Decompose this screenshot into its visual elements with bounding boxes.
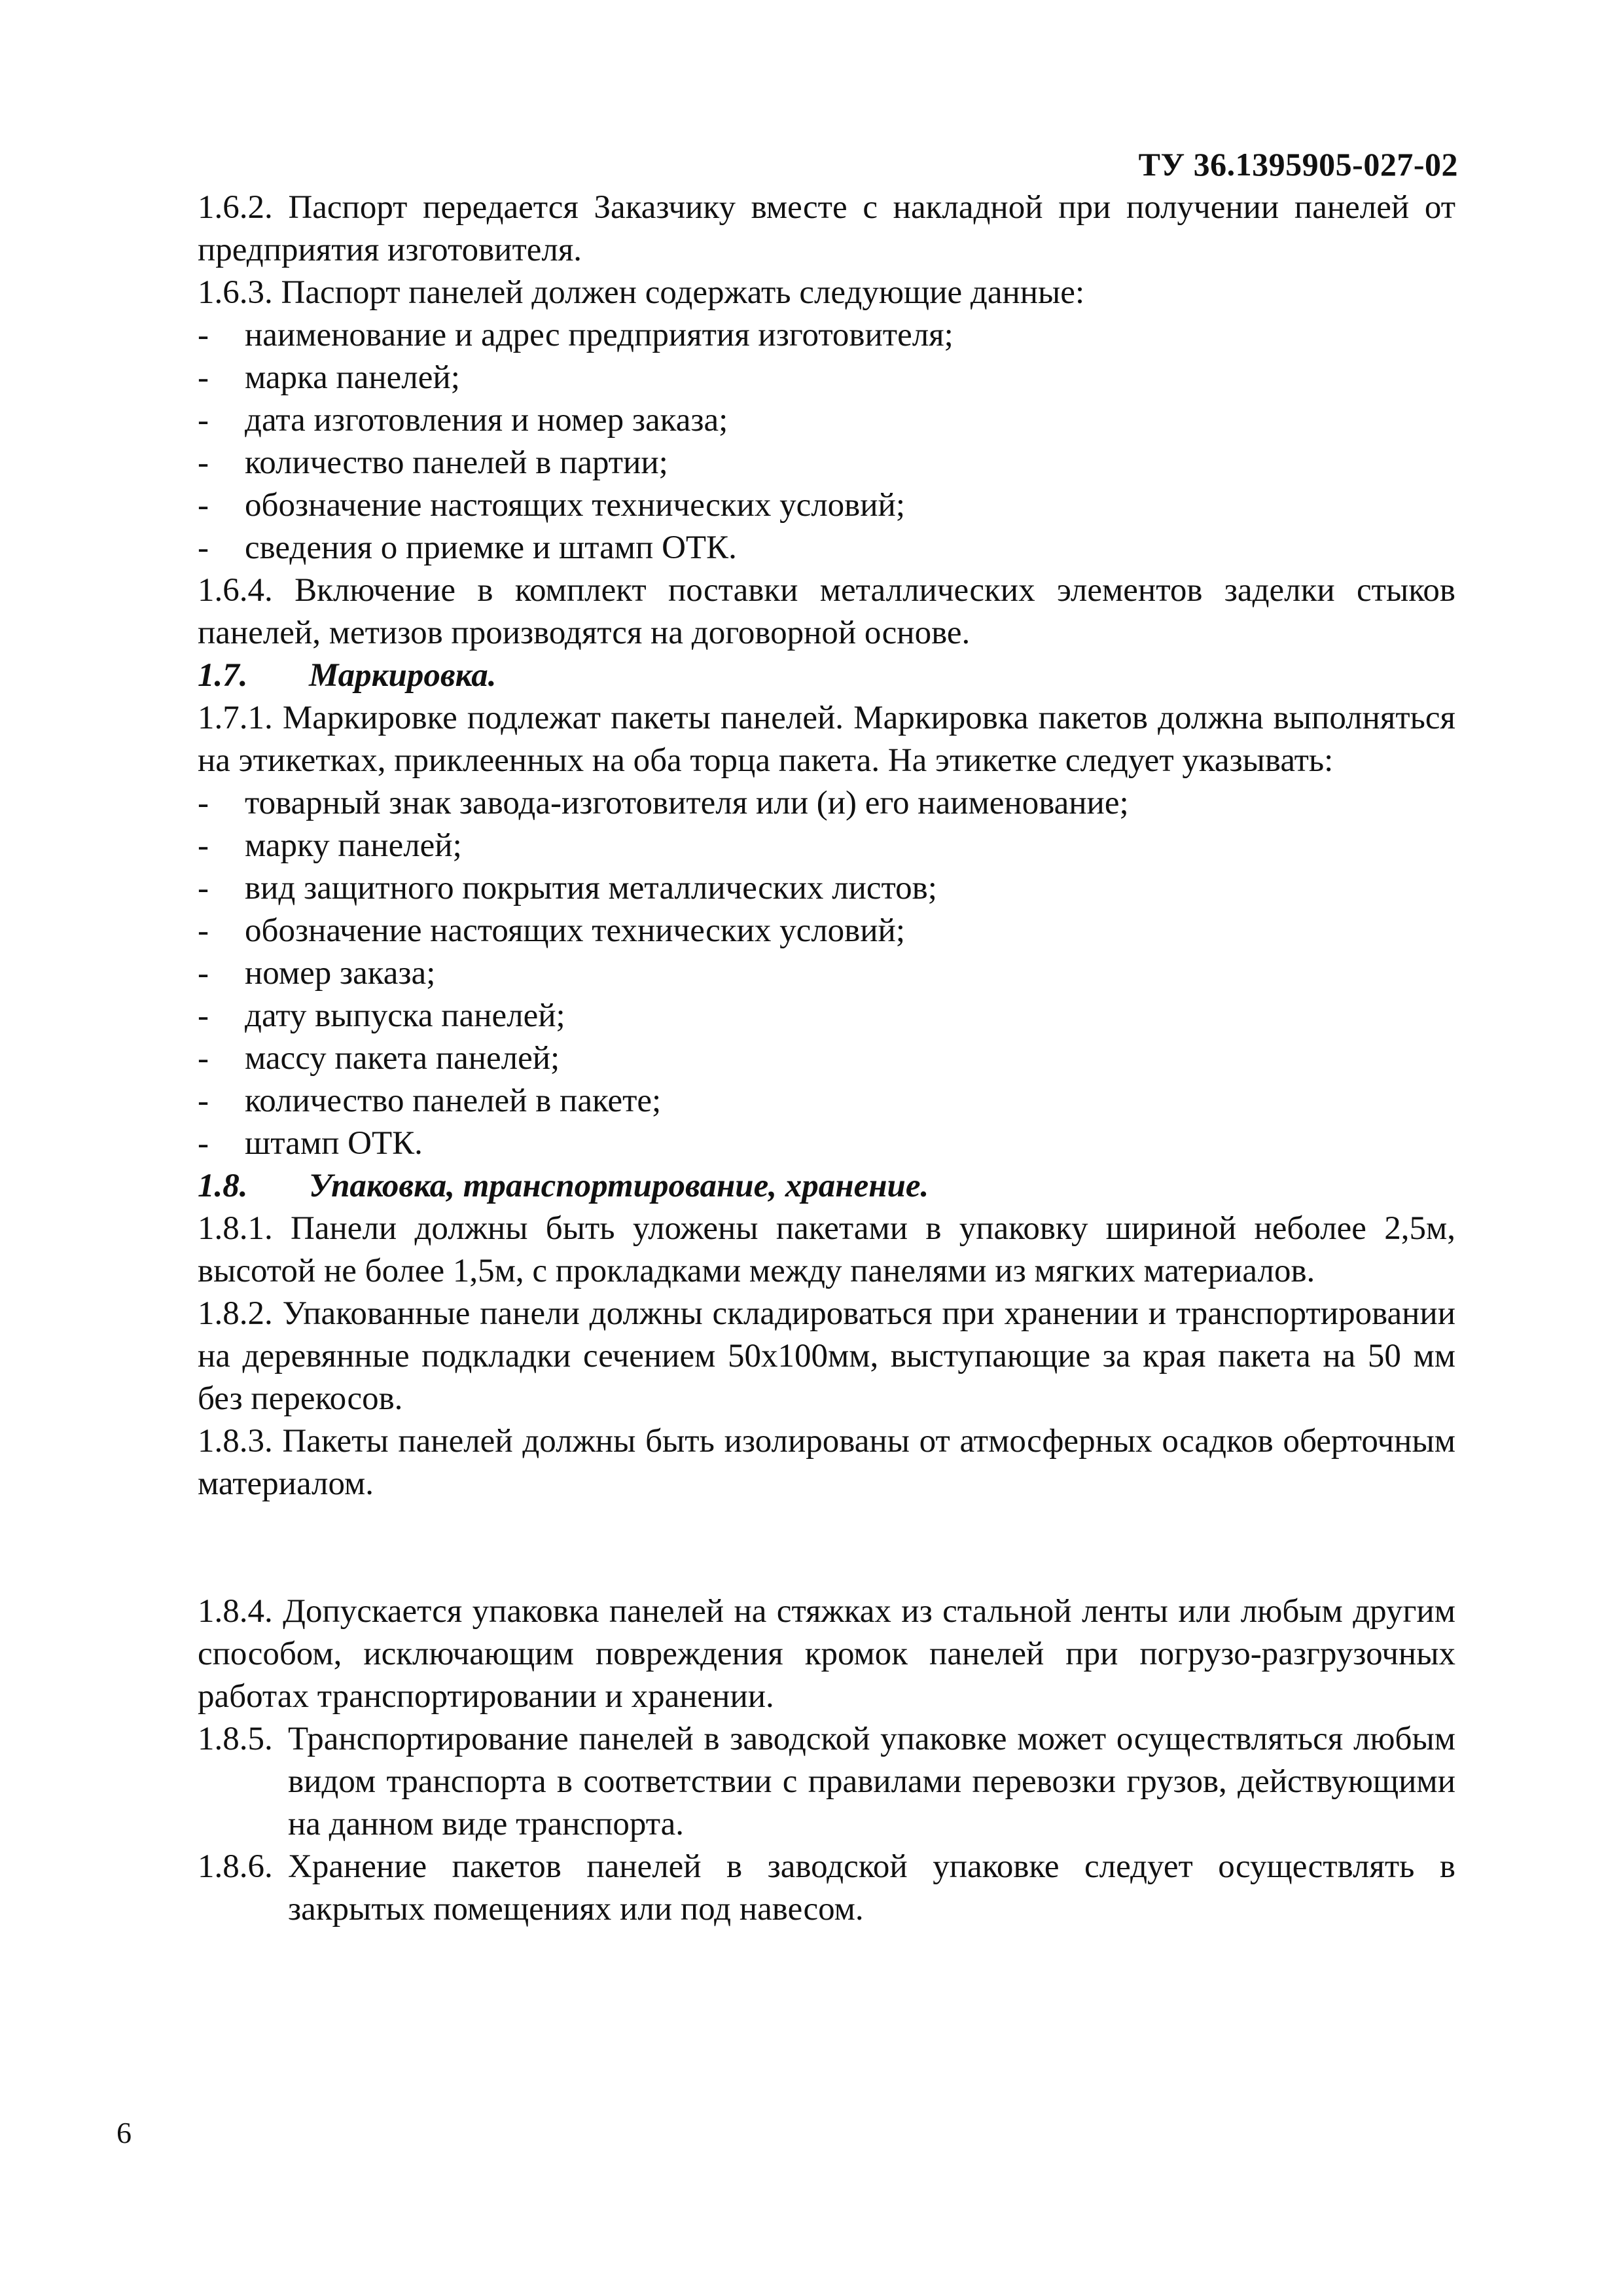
paragraph-number: 1.8.5. <box>198 1721 273 1757</box>
paragraph-1-6-4: 1.6.4. Включение в комплект поставки металлических элементов заделки стыков панелей, метизов производятся на договорной основе. <box>198 572 1455 651</box>
list-item: - массу пакета панелей; <box>198 1040 560 1077</box>
list-item: - дату выпуска панелей; <box>198 997 565 1034</box>
paragraph-1-8-4: 1.8.4. Допускается упаковка панелей на стяжках из стальной ленты или любым другим способом, исключающим повреждения кромок панелей при погрузо-разгрузочных работах транспортировании и хранении. <box>198 1593 1455 1715</box>
paragraph-number: 1.8.6. <box>198 1848 273 1885</box>
paragraph-1-6-2: 1.6.2. Паспорт передается Заказчику вместе с накладной при получении панелей от предприятия изготовителя. <box>198 189 1455 268</box>
paragraph-text: Транспортирование панелей в заводской упаковке может осуществляться любым видом транспорта в соответствии с правилами перевозки грузов, действующими на данном виде транспорта. <box>288 1721 1455 1842</box>
passport-data-list <box>198 314 1455 569</box>
paragraph-1-8-1: 1.8.1. Панели должны быть уложены пакетами в упаковку шириной неболее 2,5м, высотой не более 1,5м, с прокладками между панелями из мягких материалов. <box>198 1210 1455 1289</box>
paragraph-1-8-2: 1.8.2. Упакованные панели должны складироваться при хранении и транспортировании на деревянные подкладки сечением 50х100мм, выступающие за края пакета на 50 мм без перекосов. <box>198 1295 1455 1417</box>
section-title: Упаковка, транспортирование, хранение. <box>309 1168 929 1204</box>
section-number: 1.8. <box>198 1168 248 1204</box>
paragraph-1-8-6 <box>198 1846 1455 1931</box>
section-heading-marking <box>198 655 1455 697</box>
paragraph-1-8-3: 1.8.3. Пакеты панелей должны быть изолированы от атмосферных осадков оберточным материалом. <box>198 1423 1455 1502</box>
list-item: - количество панелей в пакете; <box>198 1083 662 1119</box>
document-code-header: ТУ 36.1395905-027-02 <box>1138 146 1458 183</box>
list-item: - марку панелей; <box>198 827 462 864</box>
section-title: Маркировка. <box>309 657 497 694</box>
list-item: - товарный знак завода-изготовителя или (и) его наименование; <box>198 785 1129 821</box>
blank-spacer <box>198 1505 1455 1590</box>
paragraph-1-6-3: 1.6.3. Паспорт панелей должен содержать следующие данные: <box>198 274 1085 311</box>
list-item: - марка панелей; <box>198 359 460 396</box>
list-item: - штамп ОТК. <box>198 1125 423 1162</box>
label-contents-list <box>198 782 1455 1165</box>
section-heading-packaging <box>198 1165 1455 1208</box>
list-item: - сведения о приемке и штамп ОТК. <box>198 529 737 566</box>
paragraph-1-7-1: 1.7.1. Маркировке подлежат пакеты панелей. Маркировка пакетов должна выполняться на этикетках, приклеенных на оба торца пакета. На этикетке следует указывать: <box>198 700 1455 779</box>
list-item: - количество панелей в партии; <box>198 444 668 481</box>
list-item: - обозначение настоящих технических условий; <box>198 912 905 949</box>
paragraph-text: Хранение пакетов панелей в заводской упаковке следует осуществлять в закрытых помещениях или под навесом. <box>288 1848 1455 1928</box>
list-item: - обозначение настоящих технических условий; <box>198 487 905 524</box>
list-item: - наименование и адрес предприятия изготовителя; <box>198 317 954 353</box>
section-number: 1.7. <box>198 657 248 694</box>
list-item: - номер заказа; <box>198 955 436 992</box>
document-body <box>198 187 1455 1931</box>
list-item: - дата изготовления и номер заказа; <box>198 402 728 439</box>
list-item: - вид защитного покрытия металлических листов; <box>198 870 937 906</box>
paragraph-1-8-5 <box>198 1718 1455 1846</box>
page-number: 6 <box>116 2116 132 2149</box>
